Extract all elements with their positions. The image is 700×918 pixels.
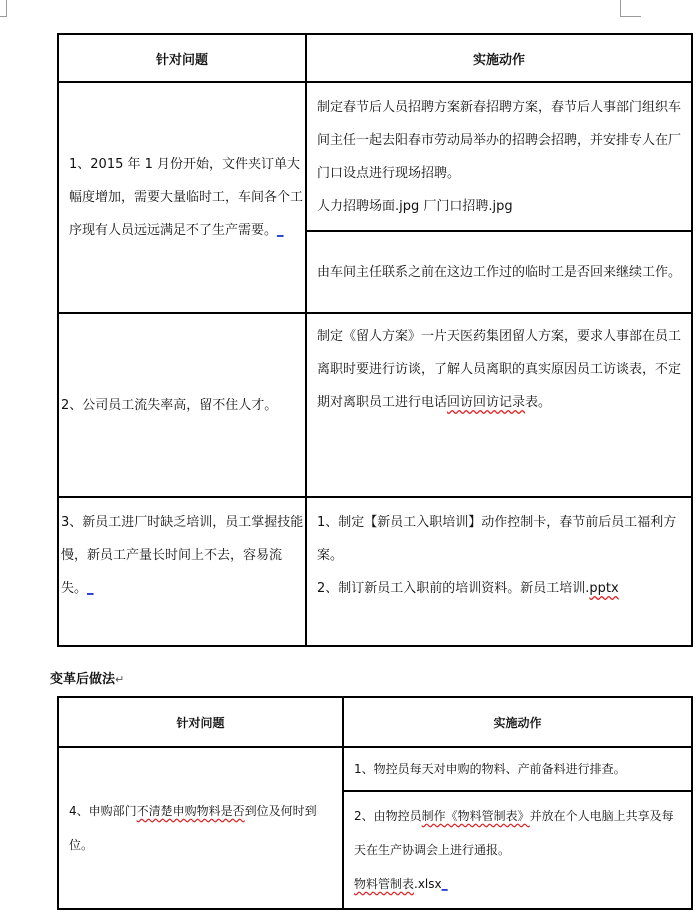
action-text: 1、物控员每天对申购的物料、产前备料进行排查。	[354, 762, 626, 776]
action-text-part: 2、制订新员工入职前的培训资料。新员工培训.	[317, 581, 590, 596]
spellcheck-underlined-text: 不清楚申购物料是否	[136, 804, 245, 818]
issue-text-end: 到位及何时到位。	[69, 804, 317, 852]
issue-cell	[58, 313, 306, 497]
attached-file-text	[354, 867, 685, 901]
action-text	[317, 572, 683, 605]
edit-mark: _	[277, 223, 284, 238]
table-row	[58, 747, 692, 791]
table-row	[58, 82, 692, 231]
issue-cell	[58, 497, 306, 646]
edit-mark: _	[87, 581, 94, 596]
measures-table-after	[57, 696, 693, 910]
action-cell	[306, 231, 692, 313]
action-cell	[343, 747, 692, 791]
action-cell	[306, 82, 692, 231]
spellcheck-underlined-text: pptx	[589, 581, 619, 596]
spellcheck-underlined-text: 制作《物料管制表》	[421, 809, 530, 823]
table-header-row	[58, 34, 692, 82]
spellcheck-underlined-text: 回访回访记录	[447, 395, 526, 410]
column-header-action: 实施动作	[343, 697, 692, 747]
action-text-part: 2、由物控员	[354, 809, 422, 823]
action-cell	[343, 791, 692, 909]
measures-table-before	[57, 33, 693, 647]
spellcheck-underlined-text: 物料管制表	[354, 877, 415, 891]
section-title: 变革后做法	[50, 672, 116, 687]
file-extension: .xlsx	[414, 877, 442, 891]
action-cell	[306, 313, 692, 497]
issue-cell	[58, 747, 343, 909]
page-corner-mark-left	[0, 0, 7, 17]
attached-files-text: 人力招聘场面.jpg 厂门口招聘.jpg	[317, 198, 513, 214]
action-text-end: 表。	[525, 395, 552, 410]
column-header-action: 实施动作	[306, 34, 692, 82]
issue-text: 2、公司员工流失率高，留不住人才。	[61, 397, 278, 413]
issue-text: 3、新员工进厂时缺乏培训，员工掌握技能慢，新员工产量长时间上不去，容易流失。	[61, 515, 304, 596]
paragraph-mark: ↵	[115, 673, 125, 686]
action-text: 制定春节后人员招聘方案新春招聘方案，春节后人事部门组织车间主任一起去阳春市劳动局举办的招聘会招聘，并安排专人在厂门口设点进行现场招聘。	[317, 99, 682, 181]
action-text: 制定《留人方案》一片天医药集团留人方案，要求人事部在员工离职时要进行访谈，了解人员离职的真实原因员工访谈表，不定期对离职员工进行电话	[317, 329, 682, 410]
column-header-issue: 针对问题	[58, 697, 343, 747]
action-text	[354, 799, 685, 867]
issue-cell	[58, 82, 306, 313]
issue-text: 1、2015 年 1 月份开始，文件夹订单大幅度增加，需要大量临时工，车间各个工序现有人员远远满足不了生产需要。	[69, 157, 304, 238]
table-row	[58, 313, 692, 497]
page-corner-mark-right	[620, 0, 641, 17]
section-heading	[50, 668, 124, 687]
action-cell	[306, 497, 692, 646]
action-text: 由车间主任联系之前在这边工作过的临时工是否回来继续工作。	[317, 264, 682, 280]
action-text: 1、制定【新员工入职培训】动作控制卡，春节前后员工福利方案。	[317, 515, 677, 563]
edit-mark: _	[441, 877, 448, 891]
issue-text: 4、申购部门	[69, 804, 137, 818]
action-text-part: 并放在个人电脑上共享及每天在生产协调会上进行通报。	[354, 809, 674, 857]
table-row	[58, 497, 692, 646]
column-header-issue: 针对问题	[58, 34, 306, 82]
table-header-row	[58, 697, 692, 747]
